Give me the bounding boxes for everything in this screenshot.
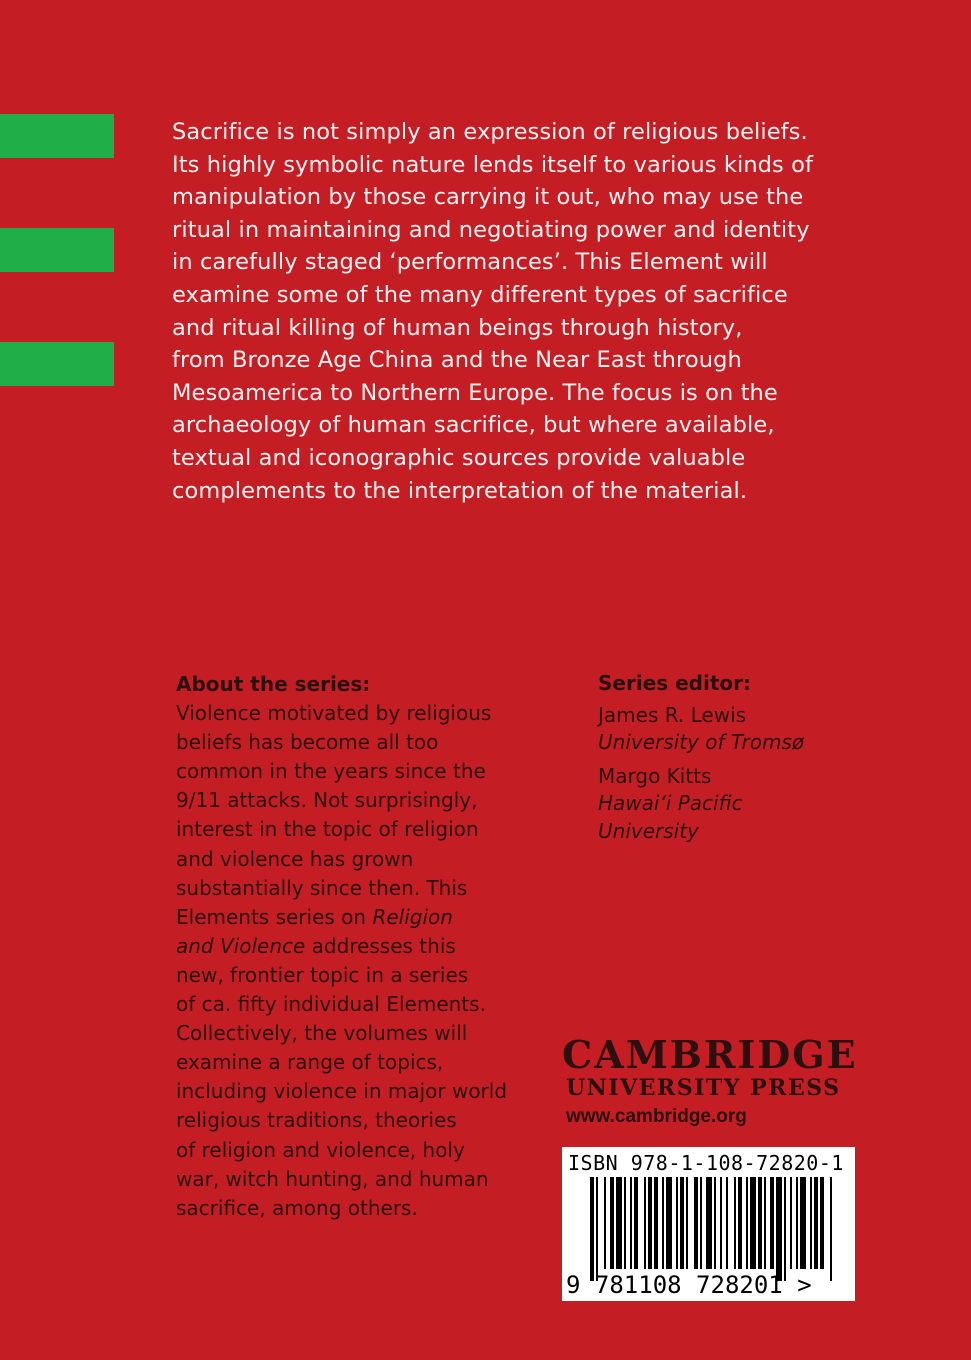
barcode-bar [644, 1177, 646, 1269]
about-line: sacrifice, among others. [176, 1195, 418, 1220]
about-line: substantially since then. This [176, 875, 468, 900]
about-text: addresses this [305, 933, 456, 958]
about-line: interest in the topic of religion [176, 817, 479, 842]
barcode-bar [610, 1177, 614, 1269]
barcode-bar [758, 1177, 762, 1269]
editor-affiliation: University [598, 818, 699, 843]
barcode-bar [654, 1177, 658, 1269]
editor-affiliation: Hawai‘i Pacific [598, 791, 743, 815]
barcode-bar [694, 1177, 698, 1269]
green-accent-bar-3 [0, 342, 114, 386]
barcode-bar [738, 1177, 742, 1269]
barcode-bar [596, 1177, 598, 1281]
barcode-bar [676, 1177, 678, 1269]
editor-name: James R. Lewis [598, 702, 747, 727]
barcode-bar [680, 1177, 684, 1269]
about-line: beliefs has become all too [176, 730, 439, 755]
about-line: of ca. fifty individual Elements. [176, 992, 486, 1017]
publisher-logo [562, 1032, 862, 1132]
isbn-barcode [562, 1147, 855, 1301]
barcode-bar [734, 1177, 736, 1269]
about-line: common in the years since the [176, 759, 486, 784]
about-heading: About the series: [176, 672, 371, 696]
series-title-italic: Religion [372, 904, 453, 929]
barcode-bar [770, 1177, 774, 1269]
isbn-label: ISBN 978-1-108-72820-1 [568, 1151, 844, 1175]
about-line: war, witch hunting, and human [176, 1166, 489, 1191]
blurb-line: and ritual killing of human beings through history, [172, 314, 743, 341]
about-line: religious traditions, theories [176, 1108, 457, 1133]
about-line [176, 932, 556, 961]
barcode-bar [666, 1177, 672, 1269]
barcode-bar [700, 1177, 702, 1269]
barcode-bar [726, 1177, 728, 1269]
barcode-bar [706, 1177, 712, 1269]
barcode-bar [720, 1177, 722, 1269]
editor-affiliation: University of Tromsø [598, 730, 805, 754]
editor-name: Margo Kitts [598, 763, 712, 788]
blurb-line: manipulation by those carrying it out, who may use the [172, 184, 804, 211]
series-title-italic: and Violence [176, 933, 306, 958]
blurb-line: from Bronze Age China and the Near East through [172, 347, 742, 374]
about-line: 9/11 attacks. Not surprisingly, [176, 788, 478, 813]
about-line: examine a range of topics, [176, 1050, 444, 1075]
barcode-bar [686, 1177, 688, 1269]
barcode-bar [604, 1177, 606, 1269]
barcode-bar [800, 1177, 806, 1269]
editors-heading: Series editor: [598, 671, 752, 695]
about-line: Violence motivated by religious [176, 701, 492, 726]
blurb-line: Sacrifice is not simply an expression of religious beliefs. [172, 119, 808, 145]
about-line [176, 903, 556, 932]
barcode-bar [820, 1177, 824, 1269]
barcode-bar [630, 1177, 632, 1269]
barcode-bar [624, 1177, 626, 1269]
about-line: of religion and violence, holy [176, 1137, 465, 1162]
publisher-name: CAMBRIDGE [562, 1032, 858, 1077]
barcode-bar [750, 1177, 756, 1269]
barcode-bar [648, 1177, 652, 1269]
series-editors [598, 670, 938, 845]
blurb-line: ritual in maintaining and negotiating power and identity [172, 216, 810, 243]
blurb-line: archaeology of human sacrifice, but where available, [172, 412, 775, 439]
publisher-press: UNIVERSITY PRESS [566, 1075, 841, 1101]
barcode-bar [776, 1177, 782, 1281]
blurb-line: Its highly symbolic nature lends itself to various kinds of [172, 151, 814, 178]
barcode-bar [784, 1177, 786, 1281]
barcode-bar [590, 1177, 594, 1281]
barcode-bar [746, 1177, 748, 1269]
barcode-bar [814, 1177, 818, 1269]
barcode-bar [662, 1177, 664, 1269]
about-line: Collectively, the volumes will [176, 1021, 468, 1046]
about-text: Elements series on [176, 904, 373, 929]
blurb-line: textual and iconographic sources provide valuable [172, 444, 746, 471]
about-line: and violence has grown [176, 846, 414, 871]
green-accent-bar-1 [0, 114, 114, 158]
publisher-url: www.cambridge.org [566, 1106, 747, 1127]
barcode-bar [796, 1177, 798, 1269]
about-the-series [176, 670, 556, 1223]
barcode-digits: 9 781108 728201 > [566, 1271, 812, 1299]
blurb-line: examine some of the many different types of sacrifice [172, 281, 788, 308]
book-blurb [172, 116, 872, 507]
barcode-bar [634, 1177, 638, 1269]
blurb-line: in carefully staged ‘performances’. This Element will [172, 249, 768, 276]
barcode-bar [790, 1177, 792, 1269]
blurb-line: complements to the interpretation of the material. [172, 477, 748, 504]
barcode-bar [764, 1177, 766, 1269]
barcode-bar [830, 1177, 832, 1281]
blurb-line: Mesoamerica to Northern Europe. The focus is on the [172, 379, 778, 406]
about-line: including violence in major world [176, 1079, 508, 1104]
barcode-bar [810, 1177, 812, 1269]
barcode-bar [714, 1177, 716, 1269]
about-line: new, frontier topic in a series [176, 962, 469, 987]
barcode-bar [616, 1177, 622, 1269]
green-accent-bar-2 [0, 228, 114, 272]
